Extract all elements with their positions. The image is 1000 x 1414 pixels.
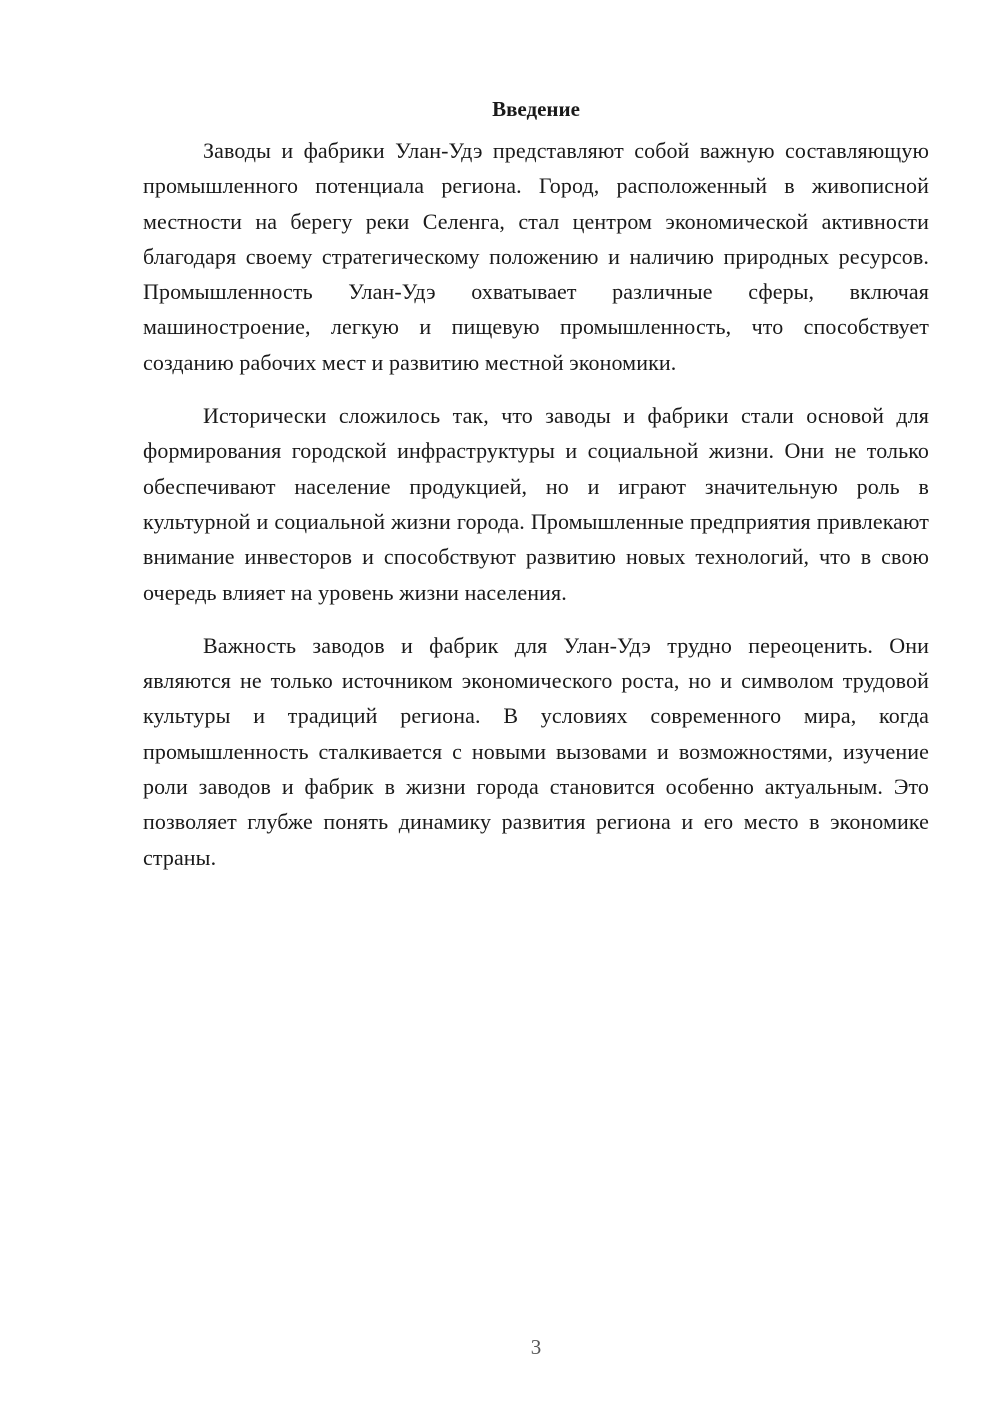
paragraph-1: Заводы и фабрики Улан-Удэ представляют собой важную составляющую промышленного потенциала региона. Город, расположенный в живописной местности на берегу реки Селенга, стал центром экономической активности благодаря своему стратегическому положению и наличию природных ресурсов. Промышленность Улан-Удэ охватывает различные сферы, включая машиностроение, легкую и пищевую промышленность, что способствует созданию рабочих мест и развитию местной экономики. — [143, 138, 929, 375]
page-number: 3 — [530, 1335, 542, 1359]
paragraph-3: Важность заводов и фабрик для Улан-Удэ трудно переоценить. Они являются не только источником экономического роста, но и символом трудовой культуры и традиций региона. В условиях современного мира, когда промышленность сталкивается с новыми вызовами и возможностями, изучение роли заводов и фабрик в жизни города становится особенно актуальным. Это позволяет глубже понять динамику развития региона и его место в экономике страны. — [143, 632, 929, 870]
document-body — [143, 92, 929, 875]
section-heading: Введение — [492, 97, 580, 121]
paragraph-2: Исторически сложилось так, что заводы и фабрики стали основой для формирования городской инфраструктуры и социальной жизни. Они не только обеспечивают население продукцией, но и играют значительную роль в культурной и социальной жизни города. Промышленные предприятия привлекают внимание инвесторов и способствуют развитию новых технологий, что в свою очередь влияет на уровень жизни населения. — [143, 403, 929, 605]
